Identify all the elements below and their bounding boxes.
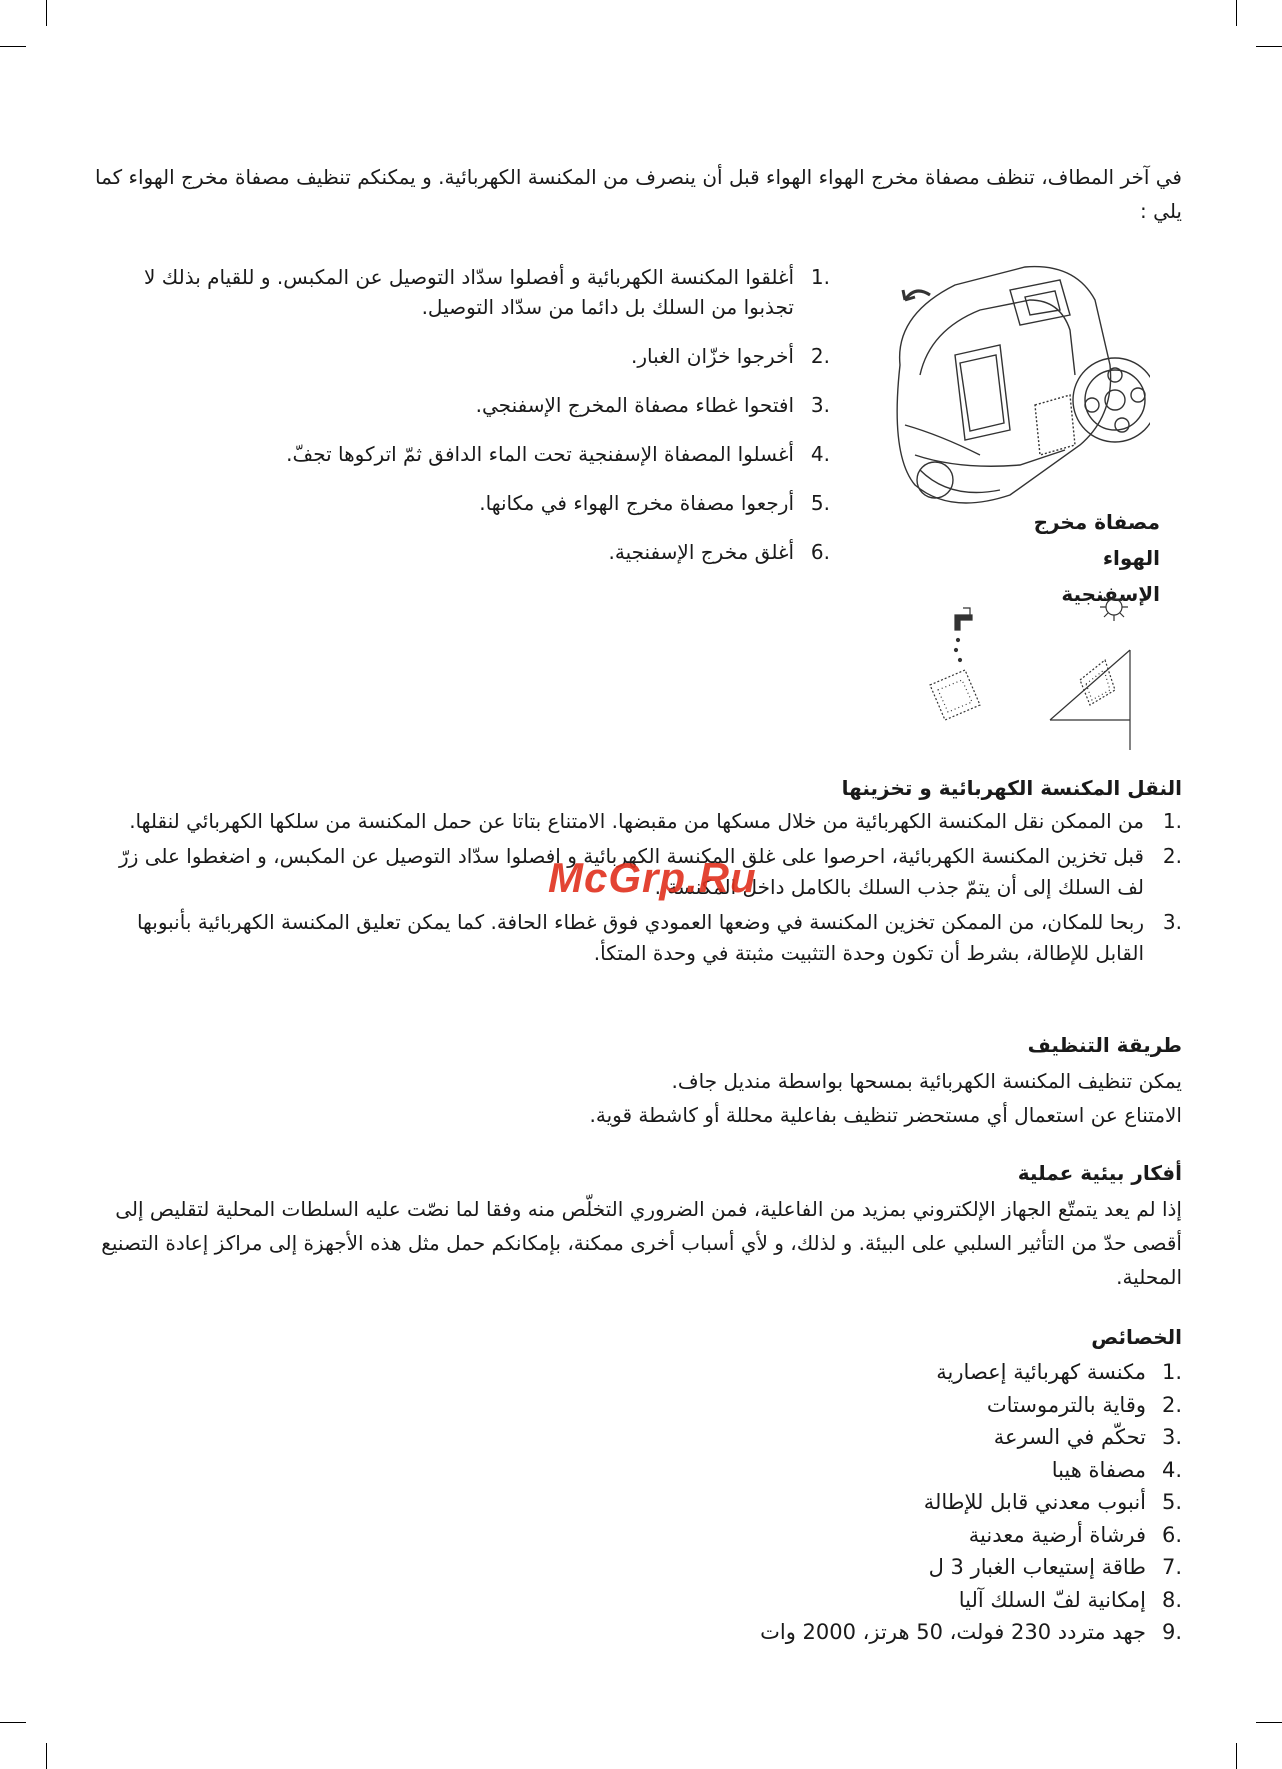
item-number: .6 (1161, 1522, 1182, 1547)
filter-label-line-1: مصفاة مخرج (1033, 510, 1160, 534)
item-text: فرشاة أرضية معدنية (968, 1522, 1146, 1547)
crop-mark (1236, 1743, 1237, 1769)
item-text: أغلقوا المكنسة الكهربائية و أفصلوا سدّاد التوصيل عن المكبس. و للقيام بذلك لا تجذبوا من السلك بل دائما من سدّاد التوصيل. (144, 265, 794, 319)
item-number: .7 (1161, 1555, 1182, 1579)
list-item (90, 488, 830, 518)
item-text: جهد متردد 230 فولت، 50 هرتز، 2000 وات (760, 1620, 1146, 1644)
item-text: وقاية بالترموستات (986, 1392, 1146, 1417)
item-text: مصفاة هيبا (1051, 1457, 1146, 1482)
item-number: .1 (1162, 809, 1182, 833)
item-number: .2 (1161, 1392, 1182, 1417)
item-number: .3 (1161, 1425, 1182, 1449)
list-item (90, 439, 830, 469)
item-text: افتحوا غطاء مصفاة المخرج الإسفنجي. (475, 393, 794, 417)
crop-mark (46, 1743, 47, 1769)
cleaning-line: الامتناع عن استعمال أي مستحضر تنظيف بفاعلية محللة أو كاشطة قوية. (589, 1103, 1182, 1127)
list-item (582, 1389, 1182, 1422)
list-item (582, 1454, 1182, 1487)
item-number: .2 (810, 344, 830, 368)
item-number: .3 (1162, 910, 1182, 934)
item-text: قبل تخزين المكنسة الكهربائية، احرصوا على غلق المكنسة الكهربائية و افصلوا سدّاد التوصيل عن المكبس، و اضغطوا على زرّ لف السلك إلى أن يتمّ جذب السلك بالكامل داخل المكنسة . (119, 844, 1144, 899)
features-list (582, 1356, 1182, 1649)
list-item (582, 1519, 1182, 1552)
item-text: مكنسة كهربائية إعصارية (936, 1360, 1146, 1384)
transport-title: النقل المكنسة الكهربائية و تخزينها (841, 776, 1182, 800)
item-text: أنبوب معدني قابل للإطالة (923, 1490, 1146, 1514)
watermark: McGrp.Ru (548, 854, 757, 901)
crop-mark (0, 46, 26, 47)
list-item (582, 1356, 1182, 1389)
crop-mark (46, 0, 47, 26)
list-item (582, 1584, 1182, 1617)
eco-title: أفكار بيئية عملية (1017, 1161, 1182, 1185)
intro-paragraph: في آخر المطاف، تنظف مصفاة مخرج الهواء الهواء قبل أن ينصرف من المكنسة الكهربائية. و يمكنكم تنظيف مصفاة مخرج الهواء كما يلي : (95, 165, 1182, 223)
list-item (582, 1421, 1182, 1454)
item-number: .4 (1161, 1457, 1182, 1482)
list-item (90, 537, 830, 567)
list-item (90, 390, 830, 420)
vacuum-illustration (860, 255, 1150, 515)
item-number: .1 (810, 265, 830, 289)
item-number: .5 (1161, 1490, 1182, 1514)
filter-label-line-2: الهواء الإسفنجية (1061, 546, 1160, 606)
features-title: الخصائص (1091, 1325, 1182, 1349)
list-item (582, 1551, 1182, 1584)
wash-dry-illustration (900, 590, 1200, 750)
item-text: إمكانية لفّ السلك آليا (958, 1587, 1146, 1612)
filter-steps (90, 262, 830, 586)
item-number: .9 (1161, 1620, 1182, 1644)
item-number: .5 (810, 491, 830, 515)
item-number: .6 (810, 540, 830, 564)
item-number: .8 (1161, 1587, 1182, 1612)
item-text: أخرجوا خزّان الغبار. (630, 344, 794, 368)
list-item (582, 1616, 1182, 1649)
item-text: طاقة إستيعاب الغبار 3 ل (928, 1555, 1146, 1579)
cleaning-text (92, 1064, 1182, 1132)
crop-mark (0, 1722, 26, 1723)
item-text: من الممكن نقل المكنسة الكهربائية من خلال مسكها من مقبضها. الامتناع بتاتا عن حمل المكنسة من سلكها الكهربائي لنقلها. (129, 809, 1144, 833)
cleaning-line: يمكن تنظيف المكنسة الكهربائية بمسحها بواسطة منديل جاف. (671, 1069, 1182, 1093)
list-item (90, 262, 830, 322)
list-item (92, 806, 1182, 837)
item-text: تحكّم في السرعة (993, 1425, 1146, 1449)
item-text: أرجعوا مصفاة مخرج الهواء في مكانها. (479, 491, 794, 515)
cleaning-title: طريقة التنظيف (1027, 1033, 1182, 1057)
item-text: ربحا للمكان، من الممكن تخزين المكنسة في وضعها العمودي فوق غطاء الحافة. كما يمكن تعليق المكنسة الكهربائية بأنبوبها القابل للإطالة، بشرط أن تكون وحدة التثبيت مثبتة في وحدة المتكأ. (136, 910, 1144, 965)
item-number: .2 (1162, 844, 1182, 868)
item-number: .4 (810, 442, 830, 466)
eco-paragraph: إذا لم يعد يتمتّع الجهاز الإلكتروني بمزيد من الفاعلية، فمن الضروري التخلّص منه وفقا لما نصّت عليه السلطات المحلية لتقليص إلى أقصى حدّ من التأثير السلبي على البيئة. و لذلك، و لأي أسباب أخرى ممكنة، بإمكانكم حمل مثل هذه الأجهزة إلى مراكز إعادة التصنيع المحلية. (101, 1197, 1182, 1289)
crop-mark (1256, 1722, 1282, 1723)
crop-mark (1256, 46, 1282, 47)
crop-mark (1236, 0, 1237, 26)
item-number: .1 (1161, 1360, 1182, 1384)
list-item (582, 1486, 1182, 1519)
list-item (92, 907, 1182, 969)
item-text: أغسلوا المصفاة الإسفنجية تحت الماء الدافق ثمّ اتركوها تجفّ. (286, 442, 794, 466)
item-text: أغلق مخرج الإسفنجية. (608, 540, 794, 564)
list-item (90, 341, 830, 371)
item-number: .3 (810, 393, 830, 417)
